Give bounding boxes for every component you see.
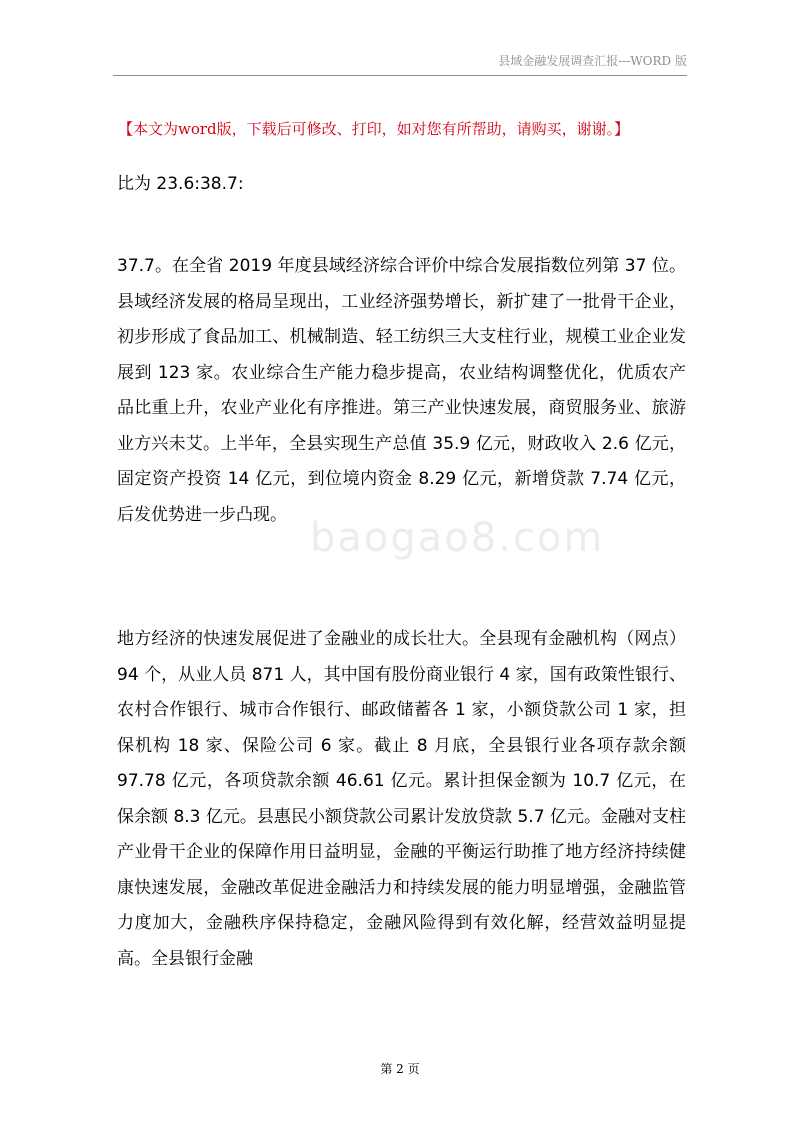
paragraph-economy: 37.7。在全省 2019 年度县域经济综合评价中综合发展指数位列第 37 位。县域经济发展的格局呈现出，工业经济强势增长，新扩建了一批骨干企业，初步形成了食品加工、机械制造、轻工纺织三大支柱行业，规模工业企业发展到 123 家。农业综合生产能力稳步提高，农业结构调整优化，优质农产品比重上升，农业产业化有序推进。第三产业快速发展，商贸服务业、旅游业方兴未艾。上半年，全县实现生产总值 35.9 亿元，财政收入 2.6 亿元，固定资产投资 14 亿元，到位境内资金 8.29 亿元，新增贷款 7.74 亿元，后发优势进一步凸现。 <box>117 256 686 525</box>
watermark-text: baogao8.com <box>310 515 605 561</box>
page-number: 第 2 页 <box>380 1062 420 1076</box>
document-header-title: 县域金融发展调查汇报---WORD 版 <box>498 54 687 68</box>
header-divider <box>113 75 687 76</box>
ratio-line: 比为 23.6:38.7: <box>117 174 244 194</box>
purchase-notice: 【本文为word版，下载后可修改、打印，如对您有所帮助，请购买，谢谢。】 <box>118 120 630 138</box>
paragraph-finance: 地方经济的快速发展促进了金融业的成长壮大。全县现有金融机构（网点）94 个，从业人员 871 人，其中国有股份商业银行 4 家，国有政策性银行、农村合作银行、城市合作银行、邮政储蓄各 1 家，小额贷款公司 1 家，担保机构 18 家、保险公司 6 家。截止 8 月底，全县银行业各项存款余额 97.78 亿元，各项贷款余额 46.61 亿元。累计担保金额为 10.7 亿元，在保余额 8.3 亿元。县惠民小额贷款公司累计发放贷款 5.7 亿元。金融对支柱产业骨干企业的保障作用日益明显，金融的平衡运行助推了地方经济持续健康快速发展，金融改革促进金融活力和持续发展的能力明显增强，金融监管力度加大，金融秩序保持稳定，金融风险得到有效化解，经营效益明显提高。全县银行金融 <box>117 629 686 969</box>
